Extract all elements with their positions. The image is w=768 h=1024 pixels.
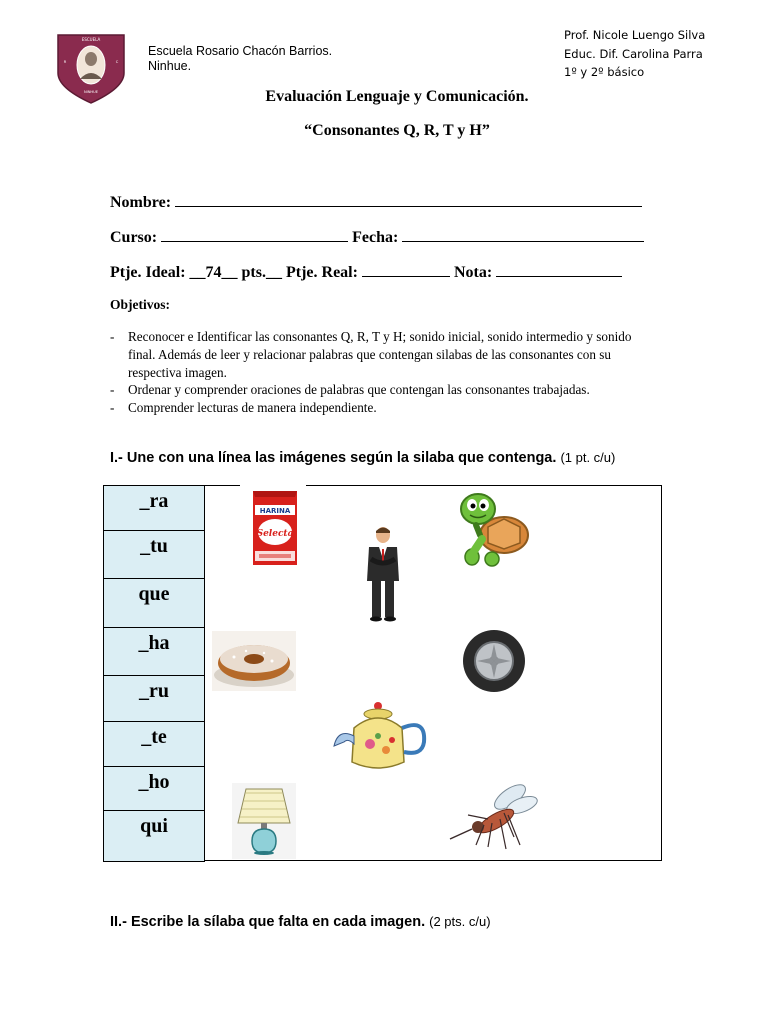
nota-line[interactable] [496,262,622,277]
tire-icon[interactable] [461,628,527,694]
evaluation-title: Evaluación Lenguaje y Comunicación. [265,88,529,105]
lamp-icon[interactable] [232,783,296,859]
teacher-name: Prof. Nicole Luengo Silva [564,28,706,42]
nombre-label: Nombre: [110,194,172,211]
turtle-icon[interactable] [452,487,532,569]
curso-line[interactable] [161,227,348,242]
syllable-cell-te[interactable]: _te [103,722,205,767]
flour-brand-text: HARINA [259,507,291,515]
syllable-column [103,485,205,862]
school-name-line2: Ninhue. [148,59,192,73]
section1-points: (1 pt. c/u) [560,450,616,465]
score-row [110,262,622,282]
flour-label-text: Selecta [256,529,294,539]
school-name-line1: Escuela Rosario Chacón Barrios. [148,44,333,58]
syllable-cell-tu[interactable]: _tu [103,531,205,579]
curso-fecha-row [110,227,644,247]
syllable-cell-ha[interactable]: _ha [103,628,205,676]
mosquito-icon[interactable] [448,775,544,853]
evaluation-subtitle: “Consonantes Q, R, T y H” [304,122,490,139]
syllable-cell-que[interactable]: que [103,579,205,628]
objective-item: - Comprender lecturas de manera independiente. [110,399,655,417]
man-icon[interactable] [363,525,403,622]
svg-text:ESCUELA: ESCUELA [81,37,101,42]
teapot-icon[interactable] [332,698,430,778]
ptje-real-label: Ptje. Real: [285,264,358,281]
svg-text:NINHUE: NINHUE [83,90,99,94]
fecha-label: Fecha: [352,229,399,246]
ptje-real-line[interactable] [362,262,450,277]
flour-bag-icon[interactable] [249,487,301,569]
grade-level: 1º y 2º básico [564,65,645,79]
educator-name: Educ. Dif. Carolina Parra [564,46,703,61]
ptje-ideal-value: __74__ pts.__ [189,264,282,281]
school-name [148,44,332,74]
curso-label: Curso: [110,229,158,246]
syllable-cell-ra[interactable]: _ra [103,485,205,531]
staff-info [564,26,705,82]
objectives-list [110,328,655,417]
section1-heading [110,450,615,466]
nombre-field[interactable] [110,192,642,212]
nota-label: Nota: [453,264,493,281]
syllable-cell-ru[interactable]: _ru [103,676,205,722]
section2-heading [110,914,491,930]
nombre-line[interactable] [175,192,642,207]
syllable-cell-qui[interactable]: qui [103,811,205,862]
svg-text:C: C [115,60,119,64]
svg-text:R: R [63,60,67,64]
fecha-line[interactable] [402,227,644,242]
syllable-cell-ho[interactable]: _ho [103,767,205,811]
section1-title: I.- Une con una línea las imágenes según la silaba que contenga. [110,450,557,466]
section2-points: (2 pts. c/u) [429,914,491,929]
objective-item: - Reconocer e Identificar las consonantes Q, R, T y H; sonido inicial, sonido intermedio y sonido final. Además de leer y relacionar palabras que contengan silabas de las consonantes con su respectiva imagen. [110,328,655,381]
cake-icon[interactable] [212,631,296,691]
ptje-ideal-label: Ptje. Ideal: [110,264,186,281]
section2-title: II.- Escribe la sílaba que falta en cada imagen. [110,914,426,930]
objectives-title: Objetivos: [110,297,170,312]
objective-item: - Ordenar y comprender oraciones de palabras que contengan las consonantes trabajadas. [110,381,655,399]
